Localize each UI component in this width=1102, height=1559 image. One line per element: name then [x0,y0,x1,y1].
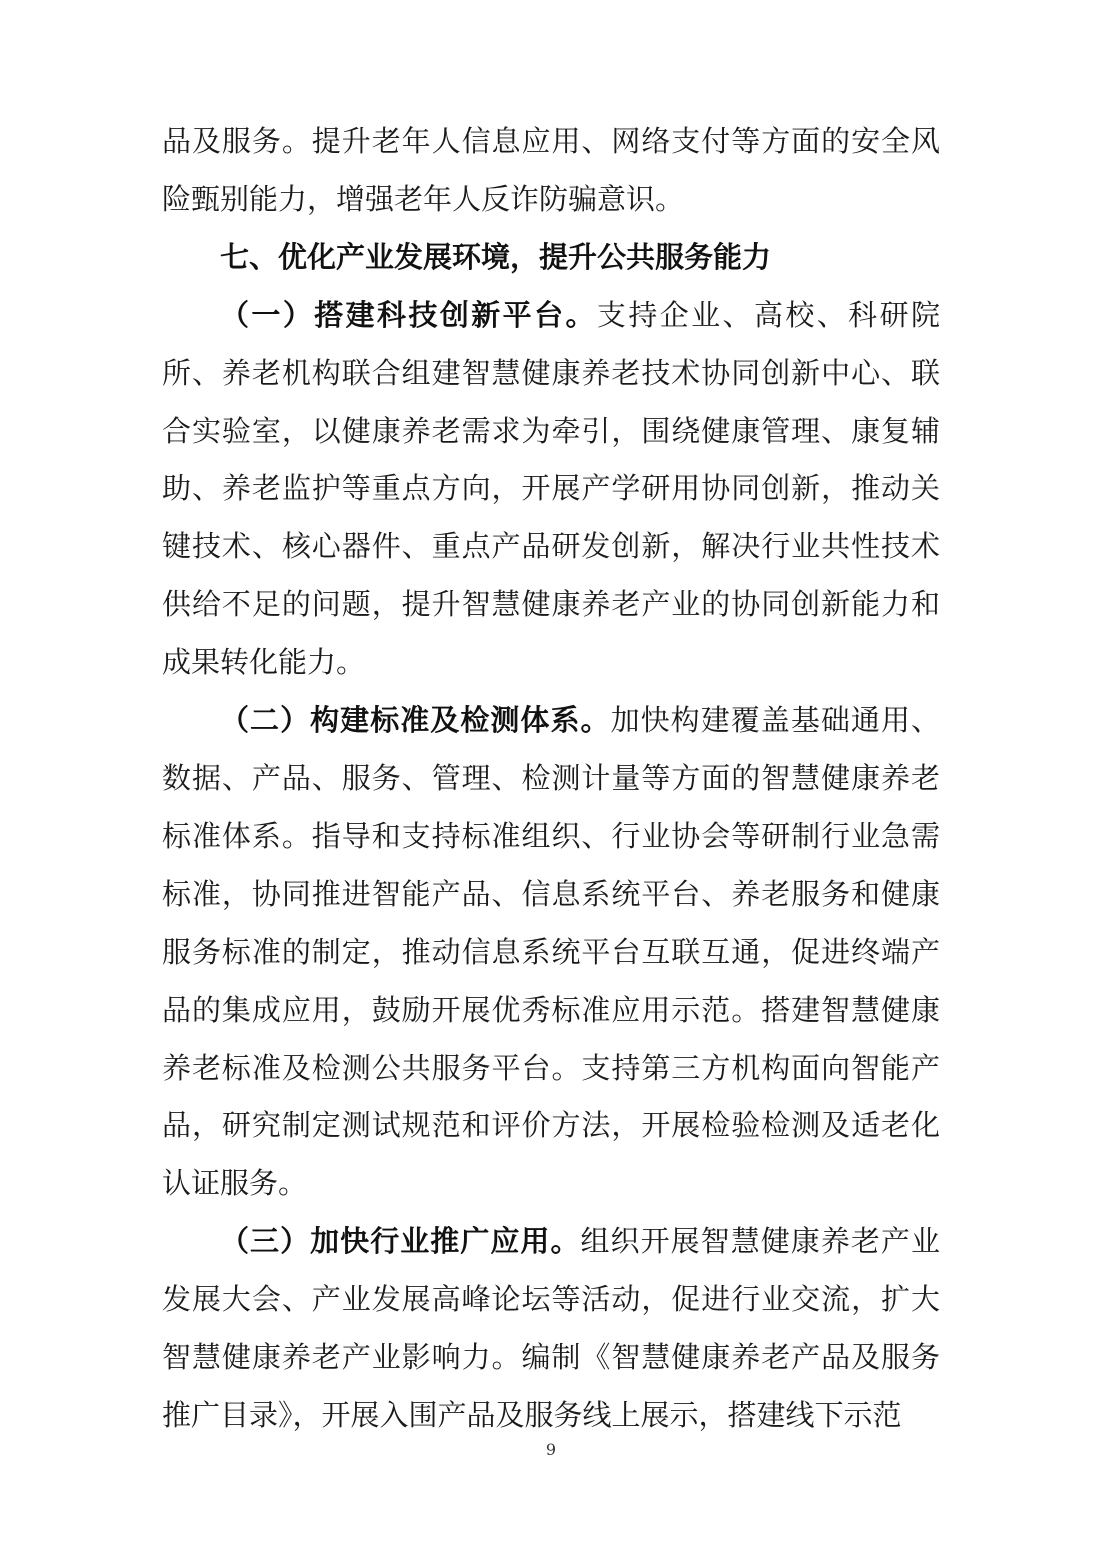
paragraph-3-body: 组织开展智慧健康养老产业发展大会、产业发展高峰论坛等活动，促进行业交流，扩大智慧健康养老产业影响力。编制《智慧健康养老产品及服务推广目录》，开展入围产品及服务线上展示，搭建线下示范 [162,1224,940,1432]
paragraph-2-lead: （二）构建标准及检测体系。 [220,703,611,738]
continuation-paragraph: 品及服务。提升老年人信息应用、网络支付等方面的安全风险甄别能力，增强老年人反诈防骗意识。 [162,124,940,216]
paragraph-1-body: 支持企业、高校、科研院所、养老机构联合组建智慧健康养老技术协同创新中心、联合实验室，以健康养老需求为牵引，围绕健康管理、康复辅助、养老监护等重点方向，开展产学研用协同创新，推动关键技术、核心器件、重点产品研发创新，解决行业共性技术供给不足的问题，提升智慧健康养老产业的协同创新能力和成果转化能力。 [162,297,940,680]
paragraph-3 [162,1213,940,1445]
page-number: 9 [545,1440,557,1459]
paragraph-3-lead: （三）加快行业推广应用。 [220,1224,581,1259]
body-text [162,113,940,1445]
paragraph-2 [162,692,940,1213]
section-heading: 七、优化产业发展环境，提升公共服务能力 [220,239,772,274]
paragraph-1-lead: （一）搭建科技创新平台。 [220,297,597,332]
paragraph-1 [162,287,940,692]
paragraph-2-body: 加快构建覆盖基础通用、数据、产品、服务、管理、检测计量等方面的智慧健康养老标准体系。指导和支持标准组织、行业协会等研制行业急需标准，协同推进智能产品、信息系统平台、养老服务和健康服务标准的制定，推动信息系统平台互联互通，促进终端产品的集成应用，鼓励开展优秀标准应用示范。搭建智慧健康养老标准及检测公共服务平台。支持第三方机构面向智能产品，研究制定测试规范和评价方法，开展检验检测及适老化认证服务。 [162,703,940,1201]
